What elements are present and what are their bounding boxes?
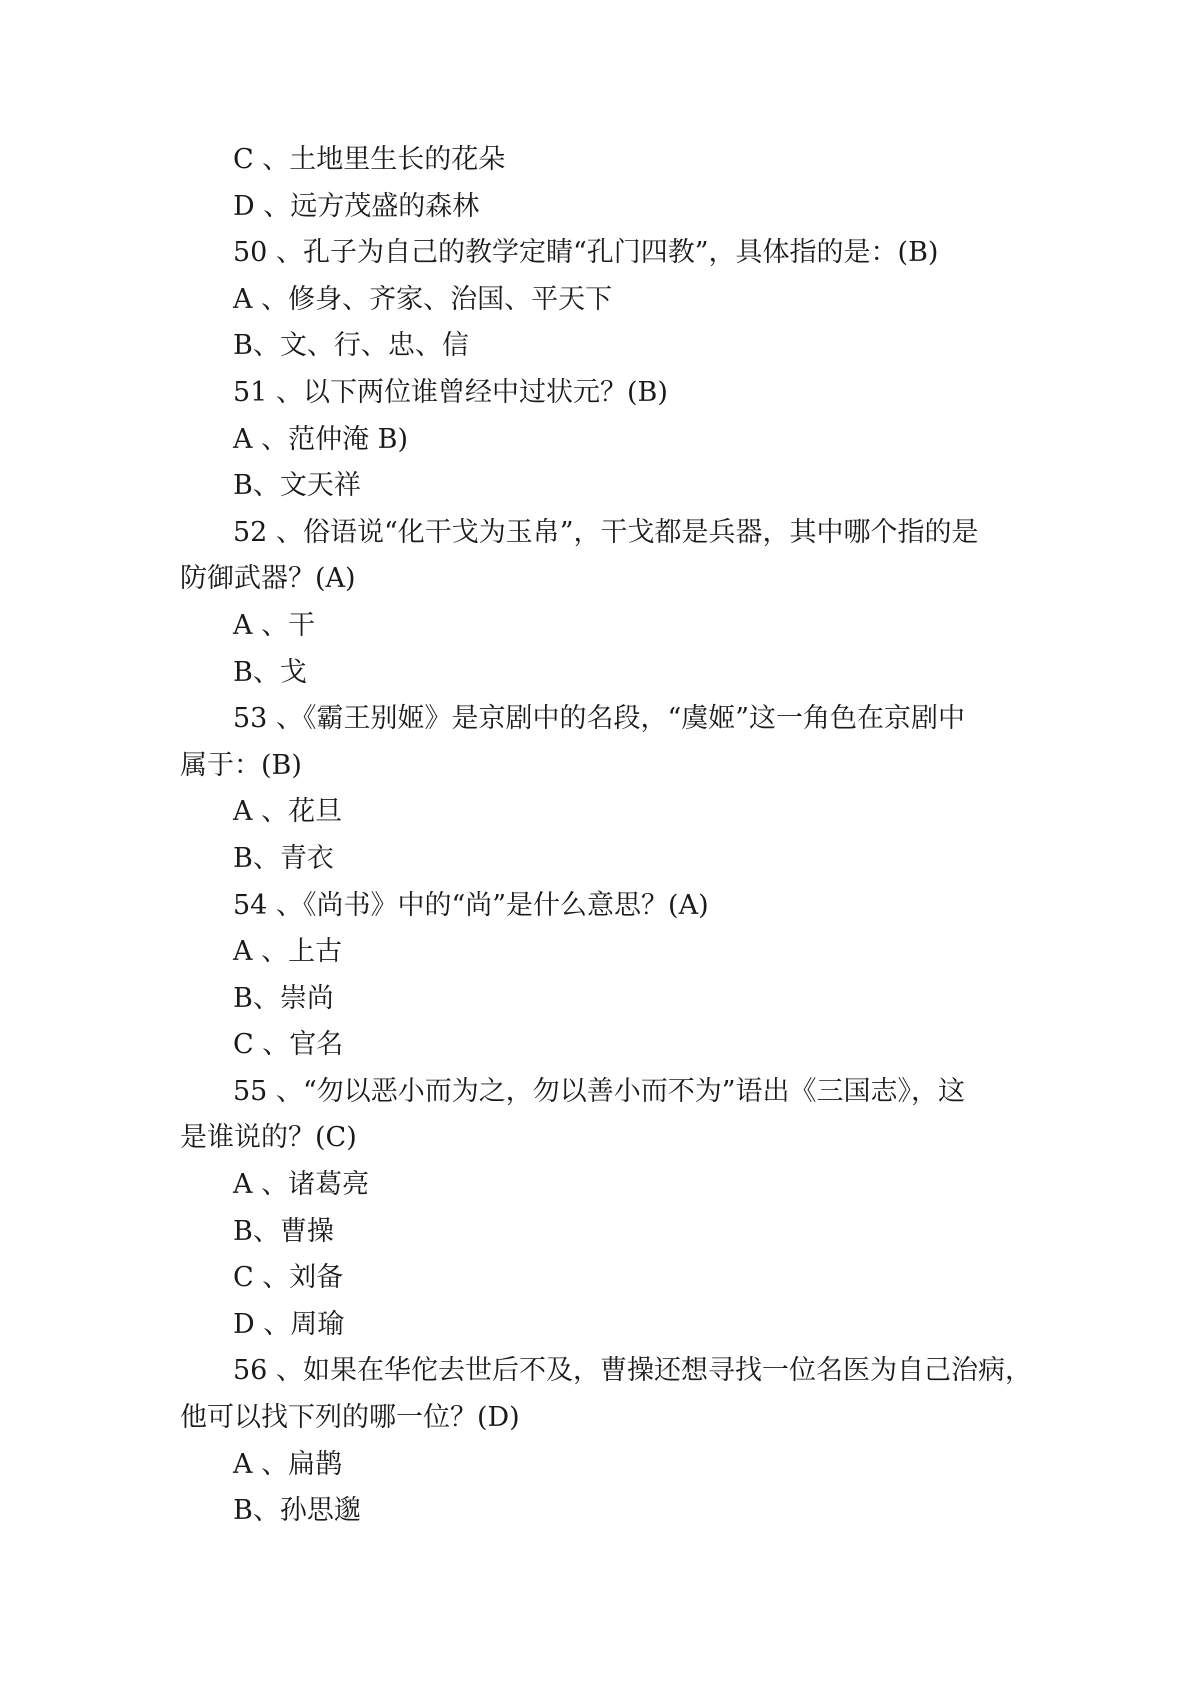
text-line: B、文天祥 — [233, 470, 361, 502]
text-line: 52 、俗语说“化干戈为玉帛”，干戈都是兵器，其中哪个指的是 — [233, 516, 979, 548]
text-line: A 、上古 — [233, 936, 343, 968]
text-line: 防御武器？(A) — [180, 563, 356, 595]
text-line: D 、远方茂盛的森林 — [233, 190, 480, 222]
text-line: 53 、《霸王别姬》是京剧中的名段，“虞姬”这一角色在京剧中 — [233, 703, 966, 735]
text-line: A 、干 — [233, 609, 316, 641]
text-line: 56 、如果在华佗去世后不及，曹操还想寻找一位名医为自己治病， — [233, 1355, 1032, 1387]
text-line: 属于：(B) — [180, 749, 302, 781]
text-line: B、曹操 — [233, 1215, 334, 1247]
text-line: C 、土地里生长的花朵 — [233, 144, 506, 175]
text-line: A 、诸葛亮 — [233, 1169, 370, 1201]
text-line: B、青衣 — [233, 842, 334, 874]
text-line: A 、范仲淹 B) — [233, 423, 409, 455]
text-line: D 、周瑜 — [233, 1308, 345, 1340]
text-line: 是谁说的？(C) — [180, 1122, 357, 1154]
text-line: 51 、以下两位谁曾经中过状元？(B) — [233, 376, 668, 408]
text-line: 55 、“勿以恶小而为之，勿以善小而不为”语出《三国志》，这 — [233, 1075, 966, 1107]
text-line: C 、刘备 — [233, 1262, 344, 1294]
text-line: 54 、《尚书》中的“尚”是什么意思？(A) — [233, 889, 709, 921]
text-line: A 、扁鹊 — [233, 1448, 343, 1480]
text-line: A 、花旦 — [233, 796, 343, 828]
text-line: 他可以找下列的哪一位？(D) — [180, 1402, 520, 1434]
document-body — [180, 137, 1032, 1535]
text-line: B、戈 — [233, 656, 307, 688]
text-line: B、崇尚 — [233, 982, 334, 1014]
text-line: B、文、行、忠、信 — [233, 330, 469, 362]
text-line: A 、修身、齐家、治国、平天下 — [233, 283, 613, 315]
text-line: C 、官名 — [233, 1029, 344, 1061]
text-line: B、孙思邈 — [233, 1495, 361, 1527]
text-line: 50 、孔子为自己的教学定睛“孔门四教”，具体指的是：(B) — [233, 237, 939, 269]
